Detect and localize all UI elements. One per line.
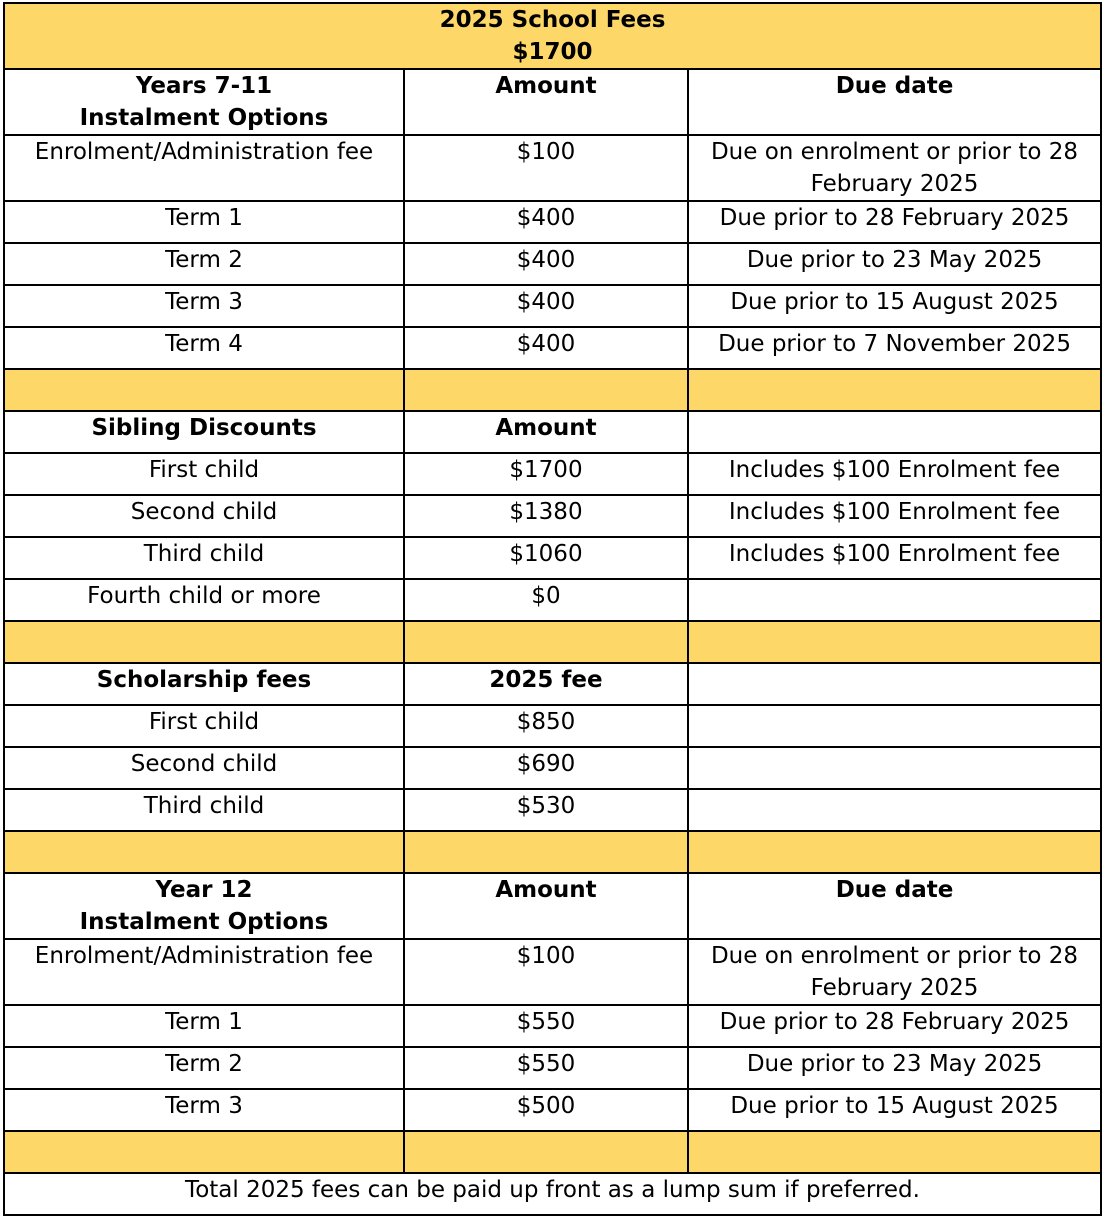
- fee-due-date: Due prior to 28 February 2025: [688, 201, 1101, 243]
- fee-amount: $400: [404, 285, 688, 327]
- fee-amount: $550: [404, 1047, 688, 1089]
- sibling-item: Second child: [4, 495, 404, 537]
- title-cell: [4, 3, 1101, 69]
- spacer-cell: [4, 621, 404, 663]
- table-row: [4, 789, 1101, 831]
- amount-header: Amount: [404, 873, 688, 939]
- fee-due-date: Due prior to 23 May 2025: [688, 1047, 1101, 1089]
- table-row: [4, 327, 1101, 369]
- scholarship-amount: $690: [404, 747, 688, 789]
- table-row: [4, 285, 1101, 327]
- fee-amount: $500: [404, 1089, 688, 1131]
- spacer-cell: [688, 1131, 1101, 1173]
- year-12-heading-line1: Year 12: [155, 877, 253, 903]
- sibling-note: [688, 579, 1101, 621]
- sibling-amount: $0: [404, 579, 688, 621]
- sibling-amount: $1700: [404, 453, 688, 495]
- spacer-cell: [688, 369, 1101, 411]
- table-row: [4, 939, 1101, 1005]
- fee-amount: $400: [404, 243, 688, 285]
- years-7-11-heading-line1: Years 7-11: [135, 73, 273, 99]
- scholarship-item: First child: [4, 705, 404, 747]
- sibling-item: First child: [4, 453, 404, 495]
- table-row: [4, 453, 1101, 495]
- spacer-row: [4, 369, 1101, 411]
- spacer-row: [4, 621, 1101, 663]
- table-row: [4, 537, 1101, 579]
- scholarship-heading: Scholarship fees: [4, 663, 404, 705]
- empty-cell: [688, 705, 1101, 747]
- school-fees-table: [3, 2, 1102, 1216]
- year-12-header-row: [4, 873, 1101, 939]
- sibling-note: Includes $100 Enrolment fee: [688, 537, 1101, 579]
- fee-item: Term 1: [4, 1005, 404, 1047]
- sibling-amount: $1380: [404, 495, 688, 537]
- sibling-header-row: [4, 411, 1101, 453]
- amount-header: Amount: [404, 411, 688, 453]
- scholarship-item: Third child: [4, 789, 404, 831]
- scholarship-amount: $530: [404, 789, 688, 831]
- spacer-cell: [688, 621, 1101, 663]
- fee-item: Term 1: [4, 201, 404, 243]
- empty-cell: [688, 411, 1101, 453]
- fee-item: Enrolment/Administration fee: [4, 939, 404, 1005]
- table-row: [4, 579, 1101, 621]
- scholarship-item: Second child: [4, 747, 404, 789]
- table-row: [4, 1005, 1101, 1047]
- fee-item: Term 2: [4, 243, 404, 285]
- fee-due-date: Due on enrolment or prior to 28 February 2025: [688, 939, 1101, 1005]
- title-row: [4, 3, 1101, 69]
- empty-cell: [688, 747, 1101, 789]
- table-row: [4, 495, 1101, 537]
- fee-header: 2025 fee: [404, 663, 688, 705]
- due-date-header: Due date: [688, 873, 1101, 939]
- years-7-11-heading: [4, 69, 404, 135]
- sibling-amount: $1060: [404, 537, 688, 579]
- spacer-row: [4, 831, 1101, 873]
- sibling-note: Includes $100 Enrolment fee: [688, 495, 1101, 537]
- fee-item: Term 4: [4, 327, 404, 369]
- fee-amount: $100: [404, 939, 688, 1005]
- fee-amount: $550: [404, 1005, 688, 1047]
- year-12-heading-line2: Instalment Options: [79, 909, 329, 935]
- fee-due-date: Due prior to 7 November 2025: [688, 327, 1101, 369]
- sibling-heading: Sibling Discounts: [4, 411, 404, 453]
- table-row: [4, 243, 1101, 285]
- spacer-cell: [404, 621, 688, 663]
- years-7-11-header-row: [4, 69, 1101, 135]
- fee-item: Enrolment/Administration fee: [4, 135, 404, 201]
- fee-amount: $400: [404, 327, 688, 369]
- fee-item: Term 2: [4, 1047, 404, 1089]
- spacer-cell: [4, 369, 404, 411]
- sibling-item: Third child: [4, 537, 404, 579]
- empty-cell: [688, 789, 1101, 831]
- scholarship-amount: $850: [404, 705, 688, 747]
- amount-header: Amount: [404, 69, 688, 135]
- table-row: [4, 705, 1101, 747]
- fee-due-date: Due prior to 15 August 2025: [688, 285, 1101, 327]
- fee-item: Term 3: [4, 1089, 404, 1131]
- spacer-cell: [4, 1131, 404, 1173]
- due-date-header: Due date: [688, 69, 1101, 135]
- spacer-cell: [404, 369, 688, 411]
- fee-due-date: Due on enrolment or prior to 28 February 2025: [688, 135, 1101, 201]
- lump-sum-note: Total 2025 fees can be paid up front as a lump sum if preferred.: [4, 1173, 1101, 1215]
- fee-due-date: Due prior to 28 February 2025: [688, 1005, 1101, 1047]
- table-row: [4, 135, 1101, 201]
- spacer-cell: [4, 831, 404, 873]
- scholarship-header-row: [4, 663, 1101, 705]
- table-row: [4, 1047, 1101, 1089]
- sibling-item: Fourth child or more: [4, 579, 404, 621]
- fee-due-date: Due prior to 15 August 2025: [688, 1089, 1101, 1131]
- fee-item: Term 3: [4, 285, 404, 327]
- page-title: 2025 School Fees: [439, 7, 666, 33]
- fee-due-date: Due prior to 23 May 2025: [688, 243, 1101, 285]
- spacer-cell: [688, 831, 1101, 873]
- footer-row: [4, 1173, 1101, 1215]
- fee-amount: $400: [404, 201, 688, 243]
- spacer-cell: [404, 831, 688, 873]
- sibling-note: Includes $100 Enrolment fee: [688, 453, 1101, 495]
- table-row: [4, 201, 1101, 243]
- spacer-cell: [404, 1131, 688, 1173]
- table-row: [4, 747, 1101, 789]
- year-12-heading: [4, 873, 404, 939]
- table-row: [4, 1089, 1101, 1131]
- fee-amount: $100: [404, 135, 688, 201]
- empty-cell: [688, 663, 1101, 705]
- years-7-11-heading-line2: Instalment Options: [79, 105, 329, 131]
- spacer-row: [4, 1131, 1101, 1173]
- total-fee: $1700: [512, 39, 593, 65]
